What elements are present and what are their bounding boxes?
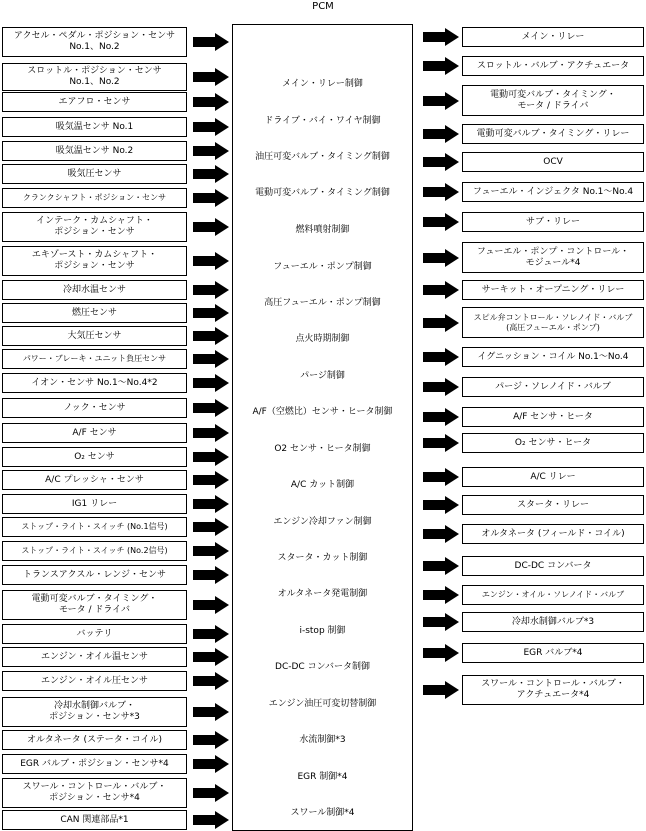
input-arrow-icon [193,625,229,643]
input-sensor-box: パワー・ブレーキ・ユニット負圧センサ [2,349,187,369]
pcm-control-function: 燃料噴射制御 [295,225,350,235]
output-actuator-box: エンジン・オイル・ソレノイド・バルブ [462,585,644,605]
input-sensor-box: トランスアクスル・レンジ・センサ [2,565,187,585]
input-sensor-box: エンジン・オイル温センサ [2,647,187,667]
input-arrow-icon [193,784,229,802]
input-sensor-box: エアフロ・センサ [2,92,187,112]
pcm-control-function: A/C カット制御 [290,480,355,490]
input-sensor-box: ノック・センサ [2,398,187,418]
output-actuator-box: スタータ・リレー [462,495,644,515]
output-actuator-box: DC-DC コンバータ [462,556,644,576]
input-sensor-box: スロットル・ポジション・センサ No.1、No.2 [2,63,187,91]
input-sensor-box: IG1 リレー [2,494,187,514]
output-actuator-box: スワール・コントロール・バルブ・ アクチュエータ*4 [462,675,644,705]
output-arrow-icon [423,249,459,267]
input-arrow-icon [193,218,229,236]
input-sensor-box: O₂ センサ [2,447,187,467]
output-actuator-box: A/C リレー [462,467,644,487]
pcm-control-function: スワール制御*4 [290,808,355,818]
input-arrow-icon [193,448,229,466]
output-arrow-icon [423,525,459,543]
input-sensor-box: 大気圧センサ [2,326,187,346]
output-actuator-box: 電動可変バルブ・タイミング・リレー [462,124,644,144]
input-sensor-box: 電動可変バルブ・タイミング・ モータ / ドライバ [2,590,187,620]
output-arrow-icon [423,348,459,366]
output-arrow-icon [423,213,459,231]
input-sensor-box: 冷却水温センサ [2,280,187,300]
output-actuator-box: 電動可変バルブ・タイミング・ モータ / ドライバ [462,85,644,116]
output-arrow-icon [423,57,459,75]
input-sensor-box: スワール・コントロール・バルブ・ ポジション・センサ*4 [2,778,187,808]
pcm-control-function: 水流制御*3 [299,735,346,745]
output-arrow-icon [423,281,459,299]
pcm-control-function: 点火時期制御 [295,334,350,344]
pcm-control-function: スタータ・カット制御 [277,553,368,563]
pcm-unit-box [232,24,413,831]
input-sensor-box: イオン・センサ No.1〜No.4*2 [2,373,187,393]
output-actuator-box: 冷却水制御バルブ*3 [462,612,644,632]
pcm-control-function: EGR 制御*4 [297,772,348,782]
output-actuator-box: スロットル・バルブ・アクチュエータ [462,56,644,76]
pcm-control-function: i-stop 制御 [299,626,346,636]
input-arrow-icon [193,399,229,417]
input-arrow-icon [193,566,229,584]
pcm-control-function: O2 センサ・ヒータ制御 [274,444,371,454]
input-arrow-icon [193,142,229,160]
pcm-control-function: オルタネータ発電制御 [277,589,368,599]
input-sensor-box: 燃圧センサ [2,303,187,323]
input-arrow-icon [193,281,229,299]
input-arrow-icon [193,68,229,86]
input-sensor-box: A/F センサ [2,423,187,443]
output-arrow-icon [423,408,459,426]
input-sensor-box: 吸気温センサ No.2 [2,141,187,161]
output-actuator-box: フューエル・ポンプ・コントロール・ モジュール*4 [462,242,644,273]
output-arrow-icon [423,434,459,452]
input-arrow-icon [193,165,229,183]
output-arrow-icon [423,496,459,514]
output-actuator-box: サブ・リレー [462,212,644,232]
pcm-control-function: メイン・リレー制御 [282,79,363,89]
output-actuator-box: スピル弁コントロール・ソレノイド・バルブ (高圧フューエル・ポンプ) [462,307,644,338]
output-actuator-box: EGR バルブ*4 [462,643,644,663]
input-arrow-icon [193,648,229,666]
input-sensor-box: 吸気温センサ No.1 [2,117,187,137]
output-arrow-icon [423,613,459,631]
input-sensor-box: CAN 関連部品*1 [2,810,187,830]
pcm-control-function: パージ制御 [300,371,345,381]
input-arrow-icon [193,118,229,136]
output-arrow-icon [423,557,459,575]
output-arrow-icon [423,644,459,662]
input-sensor-box: エキゾースト・カムシャフト・ ポジション・センサ [2,246,187,276]
input-sensor-box: アクセル・ペダル・ポジション・センサ No.1、No.2 [2,27,187,57]
input-arrow-icon [193,731,229,749]
output-arrow-icon [423,681,459,699]
input-arrow-icon [193,495,229,513]
pcm-control-function: 電動可変バルブ・タイミング制御 [255,188,390,198]
input-arrow-icon [193,471,229,489]
pcm-title: PCM [312,1,334,12]
pcm-control-function: エンジン油圧可変切替制御 [268,699,377,709]
output-actuator-box: メイン・リレー [462,27,644,47]
input-arrow-icon [193,252,229,270]
input-sensor-box: 吸気圧センサ [2,164,187,184]
pcm-control-function: DC-DC コンバータ制御 [275,662,370,672]
pcm-control-function: エンジン冷却ファン制御 [273,517,372,527]
input-arrow-icon [193,93,229,111]
input-sensor-box: EGR バルブ・ポジション・センサ*4 [2,754,187,774]
output-actuator-box: OCV [462,152,644,172]
output-arrow-icon [423,468,459,486]
pcm-control-function: ドライブ・バイ・ワイヤ制御 [264,116,381,126]
pcm-control-function: A/F（空燃比）センサ・ヒータ制御 [252,407,393,417]
output-arrow-icon [423,92,459,110]
input-arrow-icon [193,811,229,829]
input-sensor-box: ストップ・ライト・スイッチ (No.1信号) [2,517,187,537]
input-sensor-box: 冷却水制御バルブ・ ポジション・センサ*3 [2,697,187,727]
input-arrow-icon [193,424,229,442]
output-actuator-box: イグニッション・コイル No.1〜No.4 [462,347,644,367]
output-arrow-icon [423,28,459,46]
output-actuator-box: O₂ センサ・ヒータ [462,433,644,453]
input-arrow-icon [193,755,229,773]
output-arrow-icon [423,314,459,332]
input-sensor-box: エンジン・オイル圧センサ [2,671,187,691]
input-sensor-box: バッテリ [2,624,187,644]
input-sensor-box: クランクシャフト・ポジション・センサ [2,188,187,208]
input-arrow-icon [193,703,229,721]
input-sensor-box: A/C プレッシャ・センサ [2,470,187,490]
input-sensor-box: ストップ・ライト・スイッチ (No.2信号) [2,541,187,561]
input-arrow-icon [193,374,229,392]
pcm-control-function: 油圧可変バルブ・タイミング制御 [255,152,390,162]
pcm-control-function: フューエル・ポンプ制御 [273,262,372,272]
output-actuator-box: オルタネータ (フィールド・コイル) [462,524,644,544]
output-actuator-box: A/F センサ・ヒータ [462,407,644,427]
input-arrow-icon [193,672,229,690]
input-arrow-icon [193,350,229,368]
output-arrow-icon [423,378,459,396]
input-arrow-icon [193,189,229,207]
input-arrow-icon [193,304,229,322]
pcm-control-function: 高圧フューエル・ポンプ制御 [264,298,381,308]
input-arrow-icon [193,542,229,560]
input-arrow-icon [193,33,229,51]
input-sensor-box: オルタネータ (ステータ・コイル) [2,730,187,750]
output-actuator-box: パージ・ソレノイド・バルブ [462,377,644,397]
input-arrow-icon [193,596,229,614]
output-arrow-icon [423,125,459,143]
output-arrow-icon [423,153,459,171]
output-arrow-icon [423,586,459,604]
input-arrow-icon [193,518,229,536]
output-arrow-icon [423,183,459,201]
output-actuator-box: フューエル・インジェクタ No.1〜No.4 [462,182,644,202]
input-sensor-box: インテーク・カムシャフト・ ポジション・センサ [2,212,187,242]
input-arrow-icon [193,327,229,345]
output-actuator-box: サーキット・オープニング・リレー [462,280,644,300]
